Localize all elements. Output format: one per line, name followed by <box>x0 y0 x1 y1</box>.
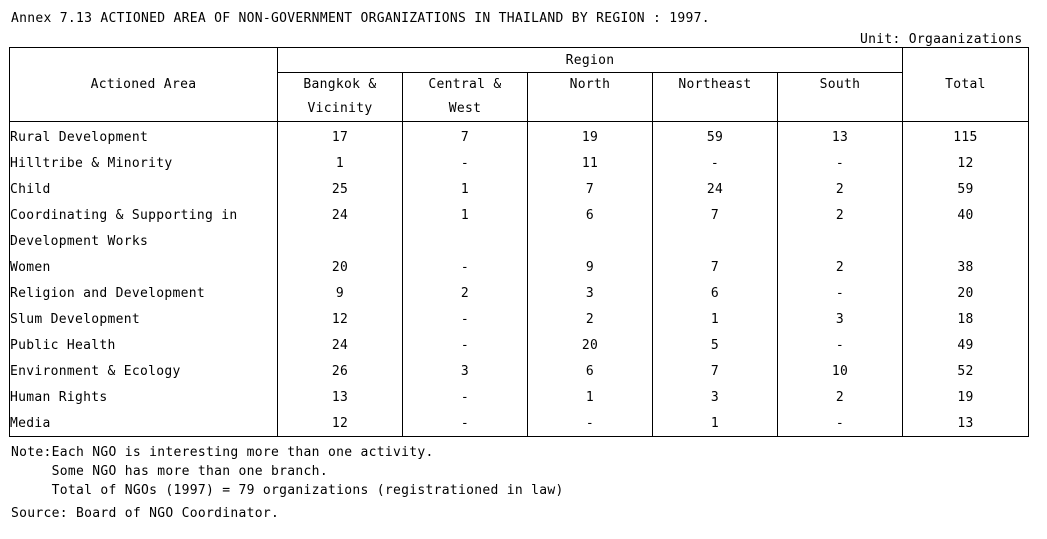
header-actioned-area: Actioned Area <box>10 48 278 122</box>
table-row <box>10 306 1029 332</box>
cell-northeast: 1 <box>653 306 778 332</box>
cell-north: 19 <box>528 122 653 151</box>
header-column-line2 <box>653 97 777 121</box>
cell-bangkok: 1 <box>278 150 403 176</box>
header-column-line2 <box>528 97 652 121</box>
cell-north: 7 <box>528 176 653 202</box>
table-row <box>10 150 1029 176</box>
table-row <box>10 228 1029 254</box>
cell-northeast: 7 <box>653 202 778 228</box>
note-line-3: Total of NGOs (1997) = 79 organizations (registrationed in law) <box>11 483 564 498</box>
cell-north: 3 <box>528 280 653 306</box>
cell-central <box>403 228 528 254</box>
cell-total: 115 <box>953 129 978 145</box>
cell-north <box>528 228 653 254</box>
cell-total: 49 <box>957 337 974 353</box>
cell-actioned-area: Human Rights <box>10 384 278 410</box>
cell-central: - <box>403 384 528 410</box>
note-line-2: Some NGO has more than one branch. <box>11 464 328 479</box>
table-row <box>10 384 1029 410</box>
header-region: Region <box>278 48 903 73</box>
table-row <box>10 358 1029 384</box>
page-title: Annex 7.13 ACTIONED AREA OF NON-GOVERNMENT ORGANIZATIONS IN THAILAND BY REGION : 1997. <box>11 11 710 26</box>
table-row <box>10 410 1029 437</box>
cell-total: 18 <box>957 311 974 327</box>
header-region-column <box>778 73 903 122</box>
cell-total: 12 <box>957 155 974 171</box>
note-line-1: Note:Each NGO is interesting more than one activity. <box>11 445 434 460</box>
cell-bangkok: 17 <box>278 122 403 151</box>
cell-bangkok <box>278 228 403 254</box>
cell-central: - <box>403 410 528 437</box>
cell-north: 20 <box>528 332 653 358</box>
header-region-column <box>528 73 653 122</box>
cell-actioned-area: Coordinating & Supporting in <box>10 202 278 228</box>
header-column-line1: Central & <box>428 77 502 92</box>
cell-actioned-area: Environment & Ecology <box>10 358 278 384</box>
cell-south: 2 <box>778 254 903 280</box>
cell-actioned-area: Development Works <box>10 228 278 254</box>
cell-central: - <box>403 332 528 358</box>
cell-total: 40 <box>957 207 974 223</box>
cell-northeast: 59 <box>653 122 778 151</box>
cell-south: 13 <box>778 122 903 151</box>
cell-north: 11 <box>528 150 653 176</box>
cell-actioned-area: Slum Development <box>10 306 278 332</box>
table-row <box>10 176 1029 202</box>
cell-bangkok: 26 <box>278 358 403 384</box>
cell-total: 38 <box>957 259 974 275</box>
cell-south: - <box>778 280 903 306</box>
cell-northeast: 5 <box>653 332 778 358</box>
cell-bangkok: 13 <box>278 384 403 410</box>
cell-south: - <box>778 410 903 437</box>
cell-north: 6 <box>528 358 653 384</box>
cell-actioned-area: Rural Development <box>10 122 278 151</box>
cell-north: - <box>528 410 653 437</box>
cell-north: 9 <box>528 254 653 280</box>
cell-south: - <box>778 150 903 176</box>
cell-bangkok: 24 <box>278 202 403 228</box>
cell-northeast: 1 <box>653 410 778 437</box>
cell-northeast: 7 <box>653 358 778 384</box>
cell-total <box>903 228 1029 254</box>
cell-bangkok: 12 <box>278 410 403 437</box>
cell-total: 13 <box>957 415 974 431</box>
cell-actioned-area: Religion and Development <box>10 280 278 306</box>
cell-total: 19 <box>957 389 974 405</box>
cell-south: 10 <box>778 358 903 384</box>
cell-central: 2 <box>403 280 528 306</box>
cell-bangkok: 24 <box>278 332 403 358</box>
cell-northeast <box>653 228 778 254</box>
table-row <box>10 254 1029 280</box>
cell-central: 7 <box>403 122 528 151</box>
cell-central: 1 <box>403 202 528 228</box>
notes <box>11 443 564 500</box>
cell-south <box>778 228 903 254</box>
table-row <box>10 332 1029 358</box>
header-column-line2: West <box>448 101 482 116</box>
cell-bangkok: 12 <box>278 306 403 332</box>
header-region-column <box>653 73 778 122</box>
source-note: Source: Board of NGO Coordinator. <box>11 506 280 521</box>
header-column-line1: Northeast <box>678 77 752 92</box>
cell-actioned-area: Hilltribe & Minority <box>10 150 278 176</box>
table-row <box>10 202 1029 228</box>
header-region-column <box>278 73 403 122</box>
cell-north: 6 <box>528 202 653 228</box>
cell-northeast: - <box>653 150 778 176</box>
header-column-line2: Vicinity <box>307 101 373 116</box>
cell-bangkok: 20 <box>278 254 403 280</box>
cell-central: 3 <box>403 358 528 384</box>
cell-north: 1 <box>528 384 653 410</box>
header-total: Total <box>903 48 1029 122</box>
cell-actioned-area: Women <box>10 254 278 280</box>
cell-central: - <box>403 306 528 332</box>
table-row <box>10 122 1029 151</box>
cell-actioned-area: Child <box>10 176 278 202</box>
header-region-column <box>403 73 528 122</box>
table-row <box>10 280 1029 306</box>
cell-actioned-area: Media <box>10 410 278 437</box>
cell-northeast: 24 <box>653 176 778 202</box>
cell-central: - <box>403 150 528 176</box>
header-column-line1: Bangkok & <box>303 77 377 92</box>
cell-total: 20 <box>957 285 974 301</box>
header-column-line1: North <box>569 77 611 92</box>
cell-north: 2 <box>528 306 653 332</box>
cell-south: - <box>778 332 903 358</box>
header-column-line1: South <box>819 77 861 92</box>
cell-south: 2 <box>778 384 903 410</box>
cell-total: 59 <box>957 181 974 197</box>
cell-bangkok: 25 <box>278 176 403 202</box>
unit-label: Unit: Orgaanizations <box>860 32 1023 47</box>
cell-bangkok: 9 <box>278 280 403 306</box>
cell-south: 3 <box>778 306 903 332</box>
cell-total: 52 <box>957 363 974 379</box>
ngo-table <box>9 47 1029 437</box>
cell-south: 2 <box>778 176 903 202</box>
cell-central: - <box>403 254 528 280</box>
cell-south: 2 <box>778 202 903 228</box>
cell-actioned-area: Public Health <box>10 332 278 358</box>
cell-northeast: 3 <box>653 384 778 410</box>
header-column-line2 <box>778 97 902 121</box>
cell-northeast: 7 <box>653 254 778 280</box>
cell-central: 1 <box>403 176 528 202</box>
cell-northeast: 6 <box>653 280 778 306</box>
